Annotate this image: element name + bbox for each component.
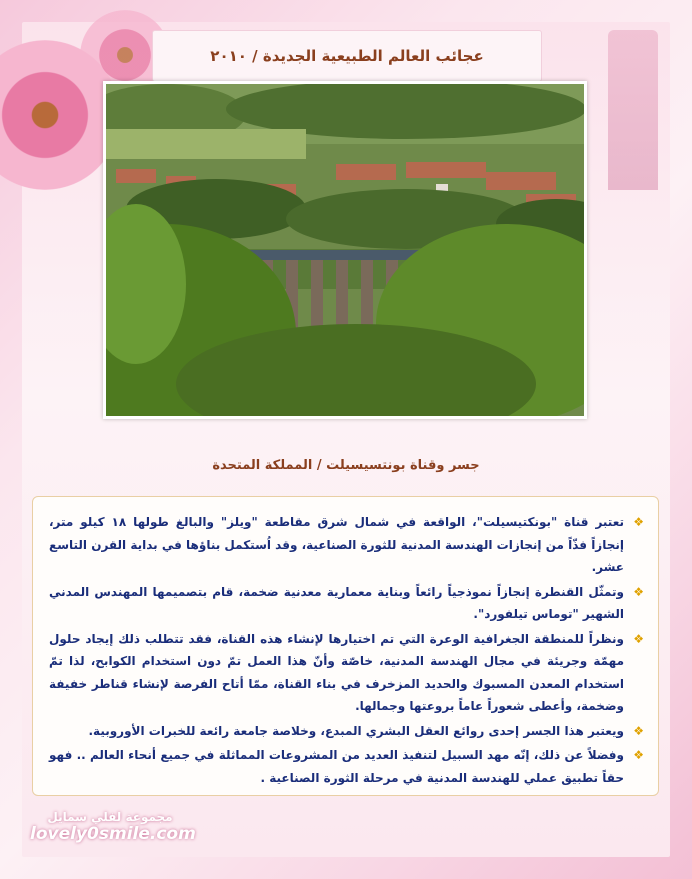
list-item xyxy=(49,511,644,579)
description-box xyxy=(32,496,659,796)
list-item xyxy=(49,744,644,789)
aqueduct-photo xyxy=(106,84,584,416)
list-item xyxy=(49,720,644,743)
page-title: عجائب العالم الطبيعية الجديدة / ٢٠١٠ xyxy=(210,47,484,65)
lighthouse-decoration xyxy=(608,30,658,190)
list-item xyxy=(49,628,644,718)
diamond-bullet-icon: ❖ xyxy=(633,584,644,599)
paragraph-text: وفضلاً عن ذلك، إنّه مهد السبيل لتنفيذ العديد من المشروعات المماثلة في جميع أنحاء العالم .. فهو حقاً تطبيق عملي للهندسة المدنية في مرحلة الثورة الصناعية . xyxy=(49,748,624,785)
diamond-bullet-icon: ❖ xyxy=(633,631,644,646)
paragraph-text: تعتبر قناة "بونكتيسيلت"، الواقعة في شمال شرق مقاطعة "ويلز" والبالغ طولها ١٨ كيلو متر، إنجازاً فذّاً من إنجازات الهندسة المدنية للثورة الصناعية، وقد اُستكمل بناؤها في بداية القرن التاسع عشر. xyxy=(49,515,624,574)
title-box xyxy=(152,30,542,82)
paragraph-text: ويعتبر هذا الجسر إحدى روائع العقل البشري المبدع، وخلاصة جامعة رائعة للخبرات الأوروبية. xyxy=(88,723,624,738)
watermark-arabic: مجموعة لفلي سمايل xyxy=(47,810,173,824)
photo-frame xyxy=(103,81,587,419)
diamond-bullet-icon: ❖ xyxy=(633,515,644,529)
aqueduct-illustration xyxy=(106,84,584,416)
paragraph-text: ونظراً للمنطقة الجغرافية الوعرة التي تم اختيارها لإنشاء هذه القناة، فقد تتطلب ذلك إيجاد حلول مهمّة وجريئة في مجال الهندسة المدنية، خاصّة وأنّ هذا العمل تمّ دون استخدام الكوابح، لذا تمّ استخدام المعدن المسبوك والحديد المزخرف في بناء القناة، ممّا أتاح الفرصة لإنشاء قناطر خفيفة وضخمة، وأعطى شعوراً عاماً بروعتها وجمالها. xyxy=(49,631,624,713)
site-watermark xyxy=(30,810,196,844)
watermark-site: lovely0smile.com xyxy=(30,824,196,844)
description-list xyxy=(49,511,644,789)
paragraph-text: وتمثّل القنطرة إنجازاً نموذجياً رائعاً وبناية معمارية معدنية ضخمة، قام بتصميمها المهندس المدني الشهير "توماس تيلفورد". xyxy=(49,584,624,621)
list-item xyxy=(49,581,644,626)
diamond-bullet-icon: ❖ xyxy=(633,748,644,762)
diamond-bullet-icon: ❖ xyxy=(633,723,644,738)
photo-caption: جسر وقناة بونتسيسيلت / المملكة المتحدة xyxy=(212,457,480,473)
